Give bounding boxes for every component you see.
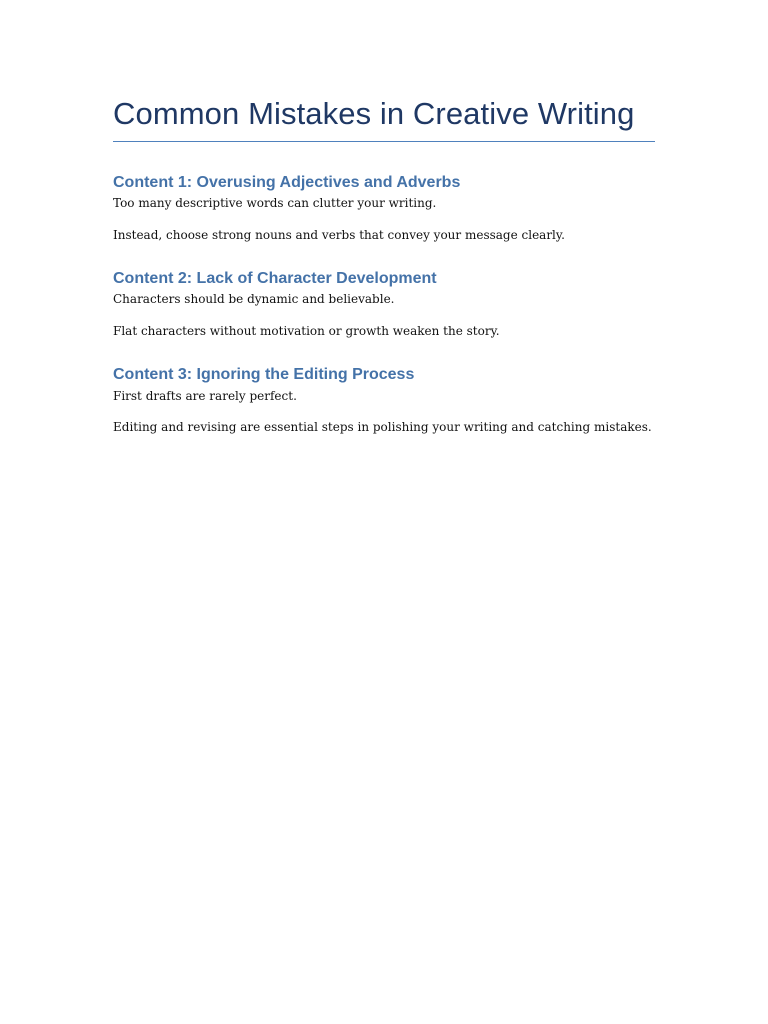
paragraph: Too many descriptive words can clutter your writing.	[113, 196, 437, 211]
paragraph: Characters should be dynamic and believable.	[113, 292, 395, 307]
paragraph: Instead, choose strong nouns and verbs that convey your message clearly.	[113, 228, 565, 243]
section-heading: Content 2: Lack of Character Development	[113, 269, 437, 287]
section-character-development	[113, 268, 655, 340]
section-heading: Content 3: Ignoring the Editing Process	[113, 366, 415, 384]
section-editing-process	[113, 364, 655, 436]
title-underline	[113, 141, 655, 142]
section-overusing-adjectives	[113, 172, 655, 244]
paragraph: Editing and revising are essential steps in polishing your writing and catching mistakes.	[113, 420, 652, 435]
paragraph: First drafts are rarely perfect.	[113, 388, 297, 403]
paragraph: Flat characters without motivation or growth weaken the story.	[113, 324, 500, 339]
section-heading: Content 1: Overusing Adjectives and Adverbs	[113, 173, 461, 191]
document-title: Common Mistakes in Creative Writing	[113, 96, 635, 131]
